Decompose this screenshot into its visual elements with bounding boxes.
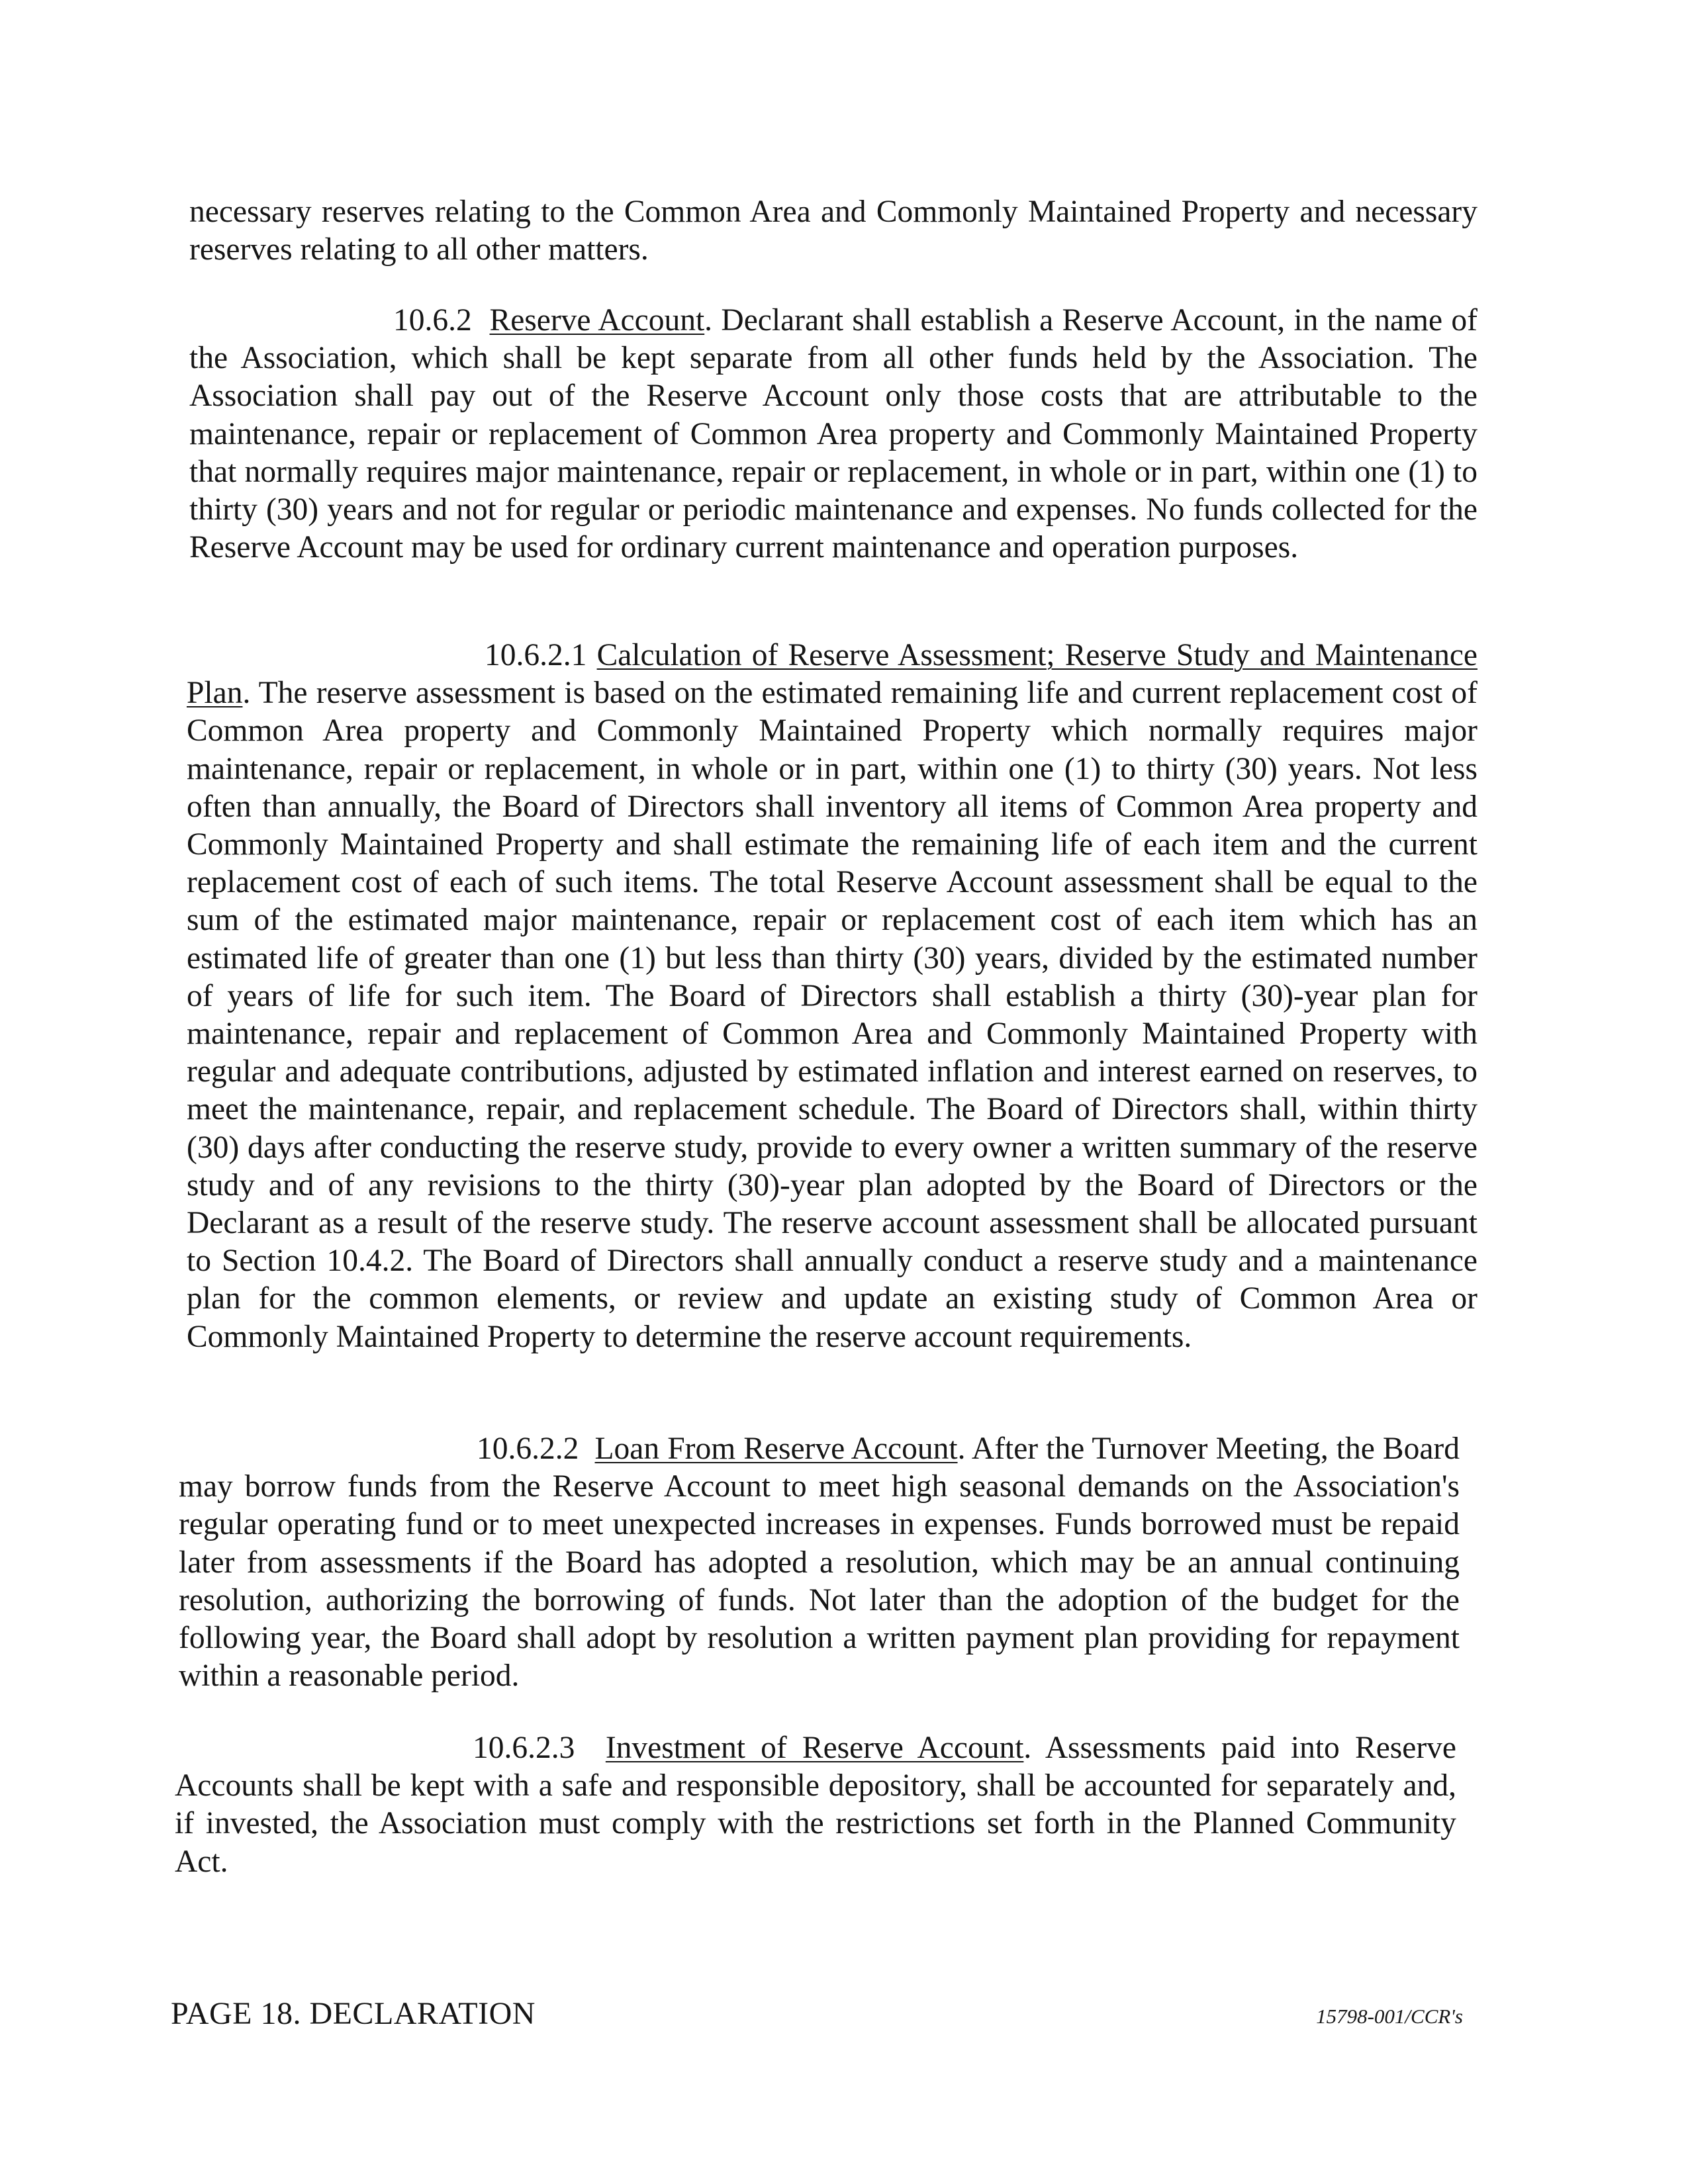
section-10-6-2-2 (179, 1430, 1460, 1695)
continuation-text: necessary reserves relating to the Common Area and Commonly Maintained Property and necessary reserves relating to all other matters. (189, 195, 1477, 267)
section-body: . Assessments paid into Reserve Accounts shall be kept with a safe and responsible depository, shall be accounted for separately and, if invested, the Association must comply with the restrictions set forth in the Planned Community Act. (175, 1731, 1457, 1879)
section-heading: Reserve Account (489, 303, 705, 338)
section-number: 10.6.2 (393, 303, 472, 338)
section-10-6-2 (189, 302, 1477, 567)
section-heading: Calculation of Reserve Assessment; Reserve Study and Maintenance Plan (187, 638, 1477, 711)
section-heading: Investment of Reserve Account (605, 1731, 1024, 1765)
section-body: . Declarant shall establish a Reserve Account, in the name of the Association, which shall be kept separate from all other funds held by the Association. The Association shall pay out of the Reserve Account only those costs that are attributable to the maintenance, repair or replacement of Common Area property and Commonly Maintained Property that normally requires major maintenance, repair or replacement, in whole or in part, within one (1) to thirty (30) years and not for regular or periodic maintenance and expenses. No funds collected for the Reserve Account may be used for ordinary current maintenance and operation purposes. (189, 303, 1477, 565)
section-10-6-2-1 (187, 637, 1477, 1356)
section-number: 10.6.2.2 (477, 1432, 579, 1466)
section-10-6-2-3 (175, 1729, 1456, 1881)
document-reference: 15798-001/CCR's (1316, 2005, 1463, 2028)
section-body: . After the Turnover Meeting, the Board may borrow funds from the Reserve Account to meet high seasonal demands on the Association's regular operating fund or to meet unexpected increases in expenses. Funds borrowed must be repaid later from assessments if the Board has adopted a resolution, which may be an annual continuing resolution, authorizing the borrowing of funds. Not later than the adoption of the budget for the following year, the Board shall adopt by resolution a written payment plan providing for repayment within a reasonable period. (179, 1432, 1460, 1694)
section-body: . The reserve assessment is based on the estimated remaining life and current replacement cost of Common Area property and Commonly Maintained Property which normally requires major maintenance, repair or replacement, in whole or in part, within one (1) to thirty (30) years. Not less often than annually, the Board of Directors shall inventory all items of Common Area property and Commonly Maintained Property and shall estimate the remaining life of each item and the current replacement cost of each of such items. The total Reserve Account assessment shall be equal to the sum of the estimated major maintenance, repair or replacement cost of each item which has an estimated life of greater than one (1) but less than thirty (30) years, divided by the estimated number of years of life for such item. The Board of Directors shall establish a thirty (30)-year plan for maintenance, repair and replacement of Common Area and Commonly Maintained Property with regular and adequate contributions, adjusted by estimated inflation and interest earned on reserves, to meet the maintenance, repair, and replacement schedule. The Board of Directors shall, within thirty (30) days after conducting the reserve study, provide to every owner a written summary of the reserve study and of any revisions to the thirty (30)-year plan adopted by the Board of Directors or the Declarant as a result of the reserve study. The reserve account assessment shall be allocated pursuant to Section 10.4.2. The Board of Directors shall annually conduct a reserve study and a maintenance plan for the common elements, or review and update an existing study of Common Area or Commonly Maintained Property to determine the reserve account requirements. (187, 676, 1477, 1354)
section-number: 10.6.2.3 (473, 1731, 575, 1765)
continuation-paragraph (189, 193, 1477, 269)
page-footer-label: PAGE 18. DECLARATION (171, 1996, 536, 2031)
section-heading: Loan From Reserve Account (594, 1432, 958, 1466)
section-number: 10.6.2.1 (485, 638, 587, 672)
